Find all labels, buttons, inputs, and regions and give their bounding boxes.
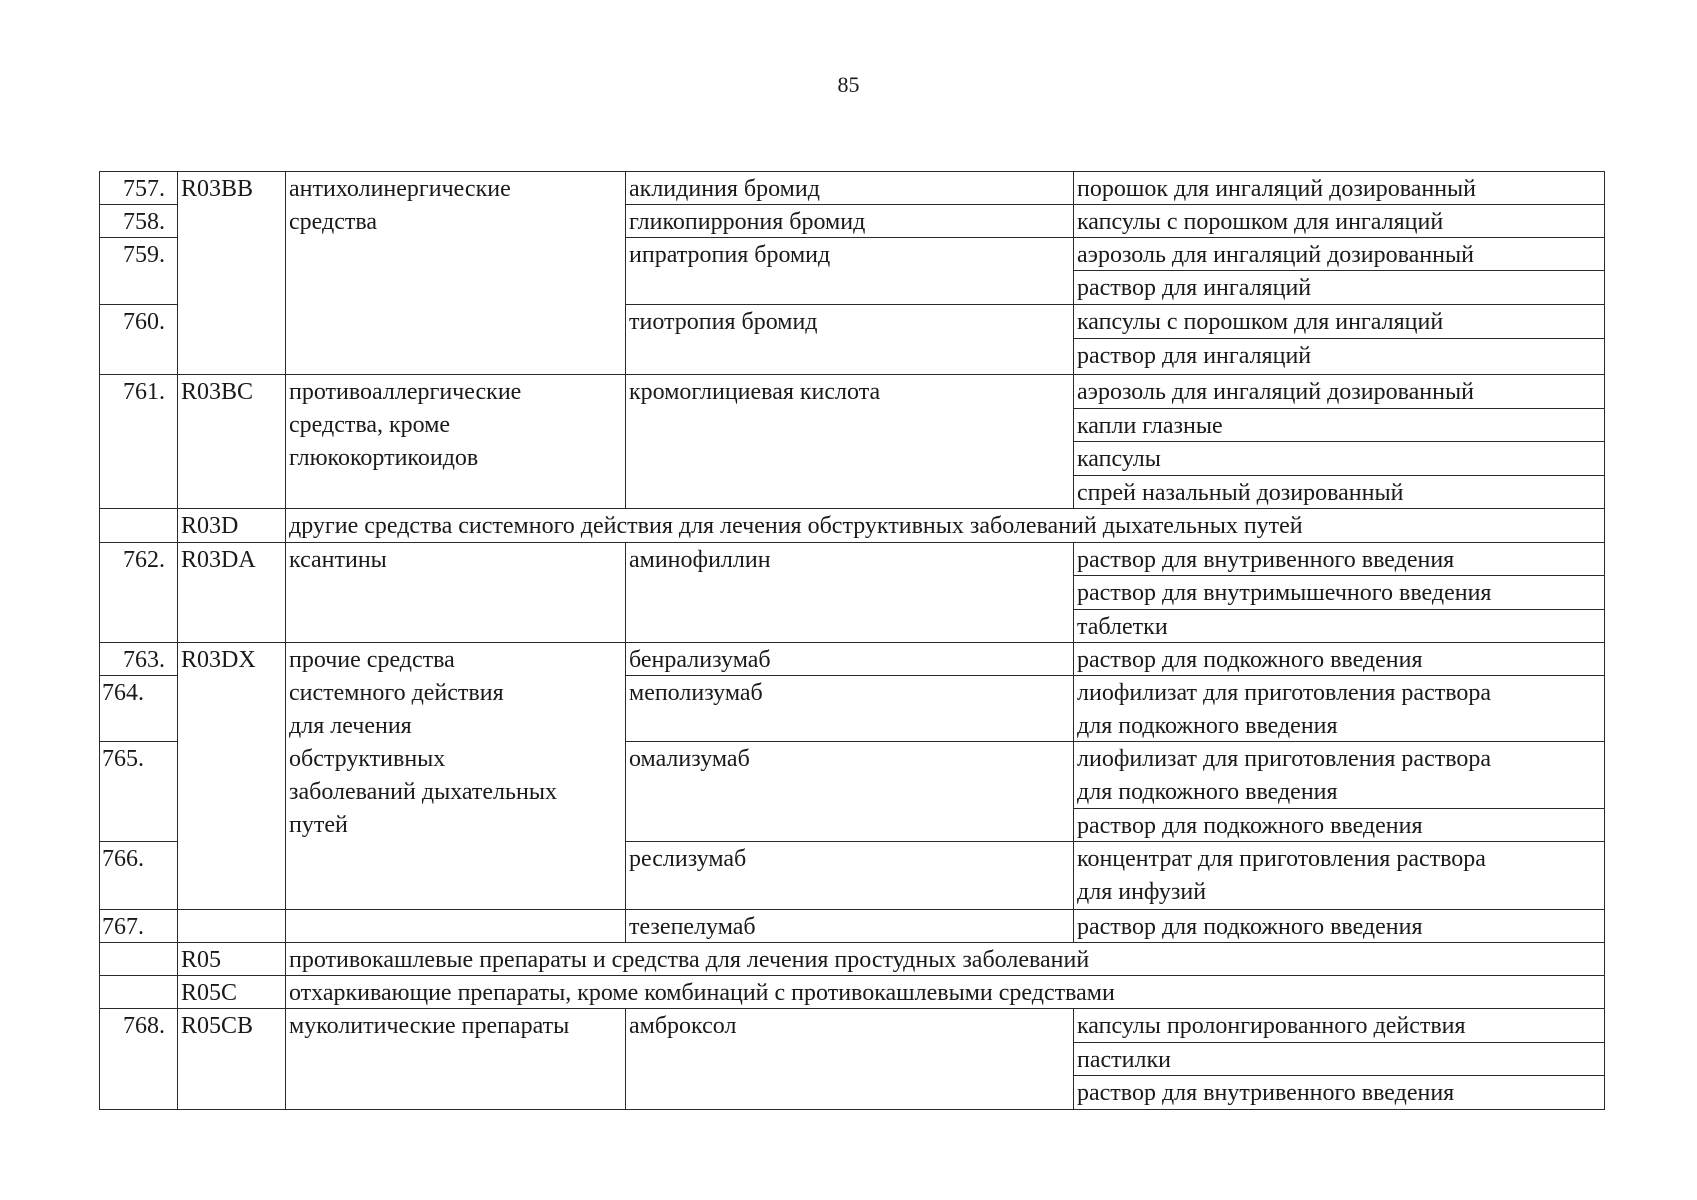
atc-code: R03BB [177,171,286,375]
atc-group-title: противокашлевые препараты и средства для лечения простудных заболеваний [285,942,1605,976]
dosage-form: раствор для подкожного введения [1073,808,1605,842]
drug-name: омализумаб [625,741,1074,842]
dosage-form: лиофилизат для приготовления раствора для подкожного введения [1073,741,1605,809]
dosage-form: раствор для ингаляций [1073,338,1605,375]
row-number: 767. [99,909,178,943]
atc-group-name: противоаллергические средства, кроме глюкокортикоидов [285,374,626,509]
row-number: 762. [99,542,178,643]
atc-code-empty [177,909,286,943]
dosage-form: порошок для ингаляций дозированный [1073,171,1605,205]
atc-code: R05 [177,942,286,976]
dosage-form: раствор для ингаляций [1073,270,1605,305]
dosage-form: раствор для внутривенного введения [1073,1075,1605,1110]
row-number-empty [99,975,178,1009]
drug-name: тиотропия бромид [625,304,1074,375]
row-number: 766. [99,841,178,910]
dosage-form: аэрозоль для ингаляций дозированный [1073,237,1605,271]
dosage-form: капсулы пролонгированного действия [1073,1008,1605,1043]
atc-code: R03DX [177,642,286,910]
atc-code: R03BC [177,374,286,509]
page-number: 85 [837,72,860,97]
dosage-form: пастилки [1073,1042,1605,1076]
drug-name: амброксол [625,1008,1074,1110]
dosage-form: капсулы [1073,441,1605,476]
row-number-empty [99,508,178,543]
atc-group-name: антихолинергические средства [285,171,626,375]
row-number: 764. [99,675,178,742]
atc-code: R05C [177,975,286,1009]
drug-name: аминофиллин [625,542,1074,643]
atc-group-name: муколитические препараты [285,1008,626,1110]
dosage-form: капсулы с порошком для ингаляций [1073,204,1605,238]
dosage-form: капли глазные [1073,408,1605,442]
atc-group-empty [285,909,626,943]
dosage-form: капсулы с порошком для ингаляций [1073,304,1605,339]
row-number: 763. [99,642,178,676]
dosage-form: спрей назальный дозированный [1073,475,1605,509]
dosage-form: раствор для подкожного введения [1073,642,1605,676]
drug-list-table [99,171,1605,1110]
atc-group-name: прочие средства системного действия для лечения обструктивных заболеваний дыхательных путей [285,642,626,910]
row-number: 760. [99,304,178,375]
drug-name: аклидиния бромид [625,171,1074,205]
dosage-form: раствор для внутривенного введения [1073,542,1605,576]
row-number-empty [99,942,178,976]
drug-name: ипратропия бромид [625,237,1074,305]
drug-name: тезепелумаб [625,909,1074,943]
dosage-form: аэрозоль для ингаляций дозированный [1073,374,1605,409]
atc-code: R03D [177,508,286,543]
dosage-form: лиофилизат для приготовления раствора для подкожного введения [1073,675,1605,742]
drug-name: гликопиррония бромид [625,204,1074,238]
atc-group-title: другие средства системного действия для лечения обструктивных заболеваний дыхательных путей [285,508,1605,543]
row-number: 757. [99,171,178,205]
dosage-form: концентрат для приготовления раствора для инфузий [1073,841,1605,910]
dosage-form: раствор для подкожного введения [1073,909,1605,943]
row-number: 759. [99,237,178,305]
drug-name: реслизумаб [625,841,1074,910]
row-number: 761. [99,374,178,509]
dosage-form: раствор для внутримышечного введения [1073,575,1605,610]
dosage-form: таблетки [1073,609,1605,643]
atc-code: R03DA [177,542,286,643]
row-number: 768. [99,1008,178,1110]
atc-group-title: отхаркивающие препараты, кроме комбинаций с противокашлевыми средствами [285,975,1605,1009]
drug-name: бенрализумаб [625,642,1074,676]
drug-name: кромоглициевая кислота [625,374,1074,509]
drug-name: меполизумаб [625,675,1074,742]
row-number: 765. [99,741,178,842]
atc-code: R05CB [177,1008,286,1110]
atc-group-name: ксантины [285,542,626,643]
row-number: 758. [99,204,178,238]
